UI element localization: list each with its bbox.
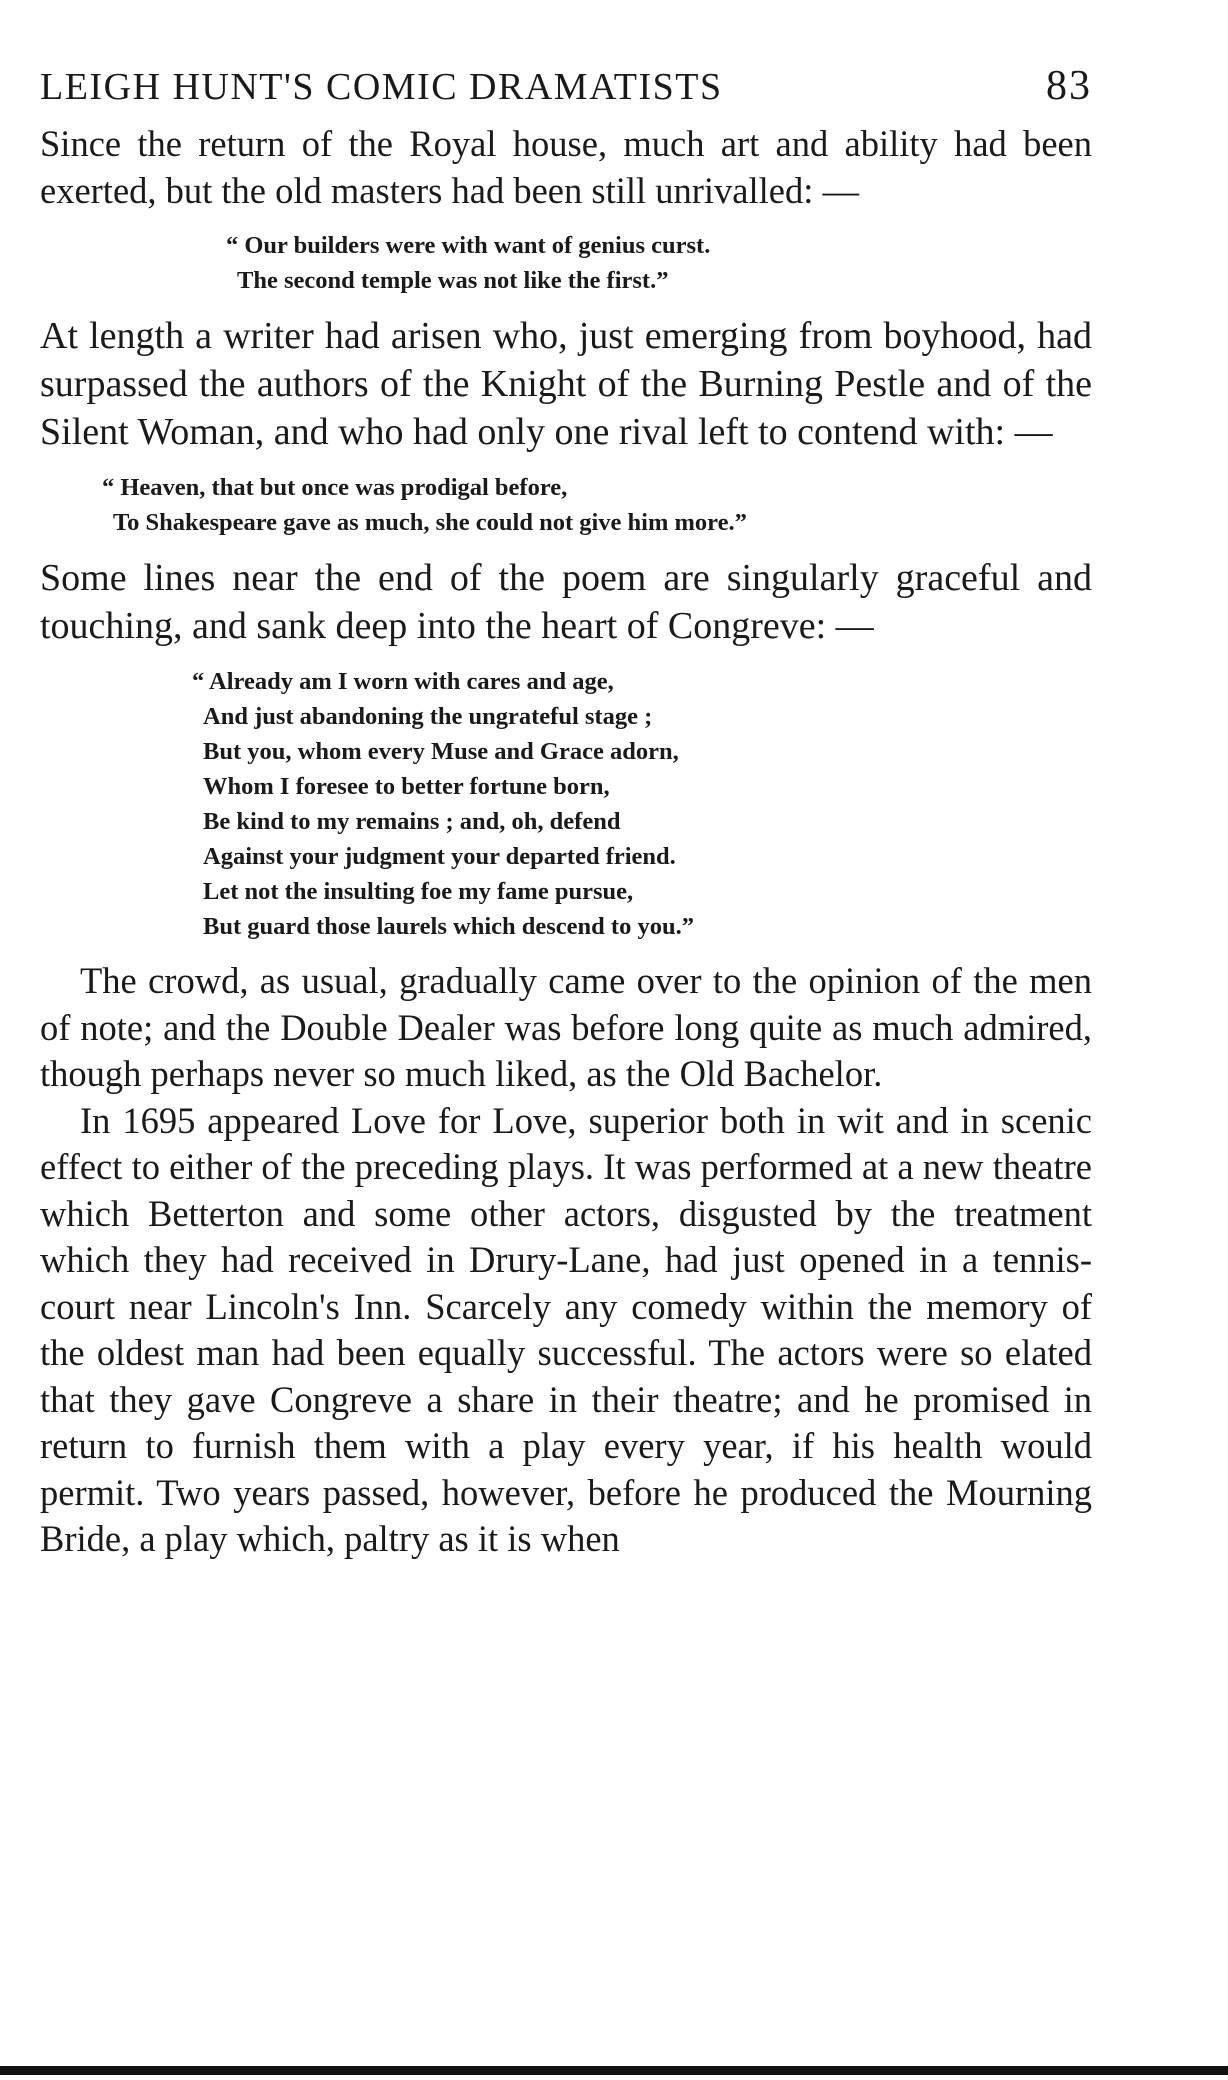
running-title: LEIGH HUNT'S COMIC DRAMATISTS <box>40 66 723 108</box>
verse-quote-3 <box>192 664 1092 944</box>
verse-quote-2 <box>102 470 1092 540</box>
page-header <box>40 56 1092 117</box>
verse-line: “ Already am I worn with cares and age, <box>192 668 614 695</box>
verse-line: And just abandoning the ungrateful stage ; <box>203 703 653 730</box>
paragraph-2: At length a writer had arisen who, just emerging from boyhood, had surpassed the authors of the Knight of the Burning Pestle and of the Silent Woman, and who had only one rival left to contend with: — <box>40 315 1092 453</box>
paragraph-5: In 1695 appeared Love for Love, superior both in wit and in scenic effect to either of the preceding plays. It was performed at a new theatre which Betterton and some other actors, disgusted by the treatment which they had received in Drury-Lane, had just opened in a tennis-court near Lincoln's Inn. Scarcely any comedy within the memory of the oldest man had been equally successful. The actors were so elated that they gave Congreve a share in their theatre; and he promised in return to furnish them with a play every year, if his health would permit. Two years passed, however, before he produced the Mourning Bride, a play which, paltry as it is when <box>40 1099 1092 1559</box>
verse-line: Whom I foresee to better fortune born, <box>203 773 610 800</box>
bottom-rule <box>0 2066 1228 2075</box>
verse-line: Be kind to my remains ; and, oh, defend <box>203 808 621 835</box>
verse-line: Let not the insulting foe my fame pursue, <box>203 878 634 905</box>
book-page <box>40 56 1092 1563</box>
verse-line: The second temple was not like the first.” <box>237 267 669 294</box>
verse-line: “ Our builders were with want of genius curst. <box>226 232 711 259</box>
verse-line: “ Heaven, that but once was prodigal before, <box>102 474 568 501</box>
page-number: 83 <box>1046 63 1092 109</box>
verse-line: Against your judgment your departed friend. <box>203 843 676 870</box>
paragraph-4: The crowd, as usual, gradually came over to the opinion of the men of note; and the Double Dealer was before long quite as much admired, though perhaps never so much liked, as the Old Bachelor. <box>40 960 1092 1094</box>
verse-line: But guard those laurels which descend to you.” <box>203 913 694 940</box>
verse-line: To Shakespeare gave as much, she could not give him more.” <box>113 509 747 536</box>
paragraph-1: Since the return of the Royal house, much art and ability had been exerted, but the old masters had been still unrivalled: — <box>40 123 1092 211</box>
verse-quote-1 <box>226 228 1092 298</box>
paragraph-3: Some lines near the end of the poem are singularly graceful and touching, and sank deep into the heart of Congreve: — <box>40 557 1092 647</box>
verse-line: But you, whom every Muse and Grace adorn, <box>203 738 679 765</box>
